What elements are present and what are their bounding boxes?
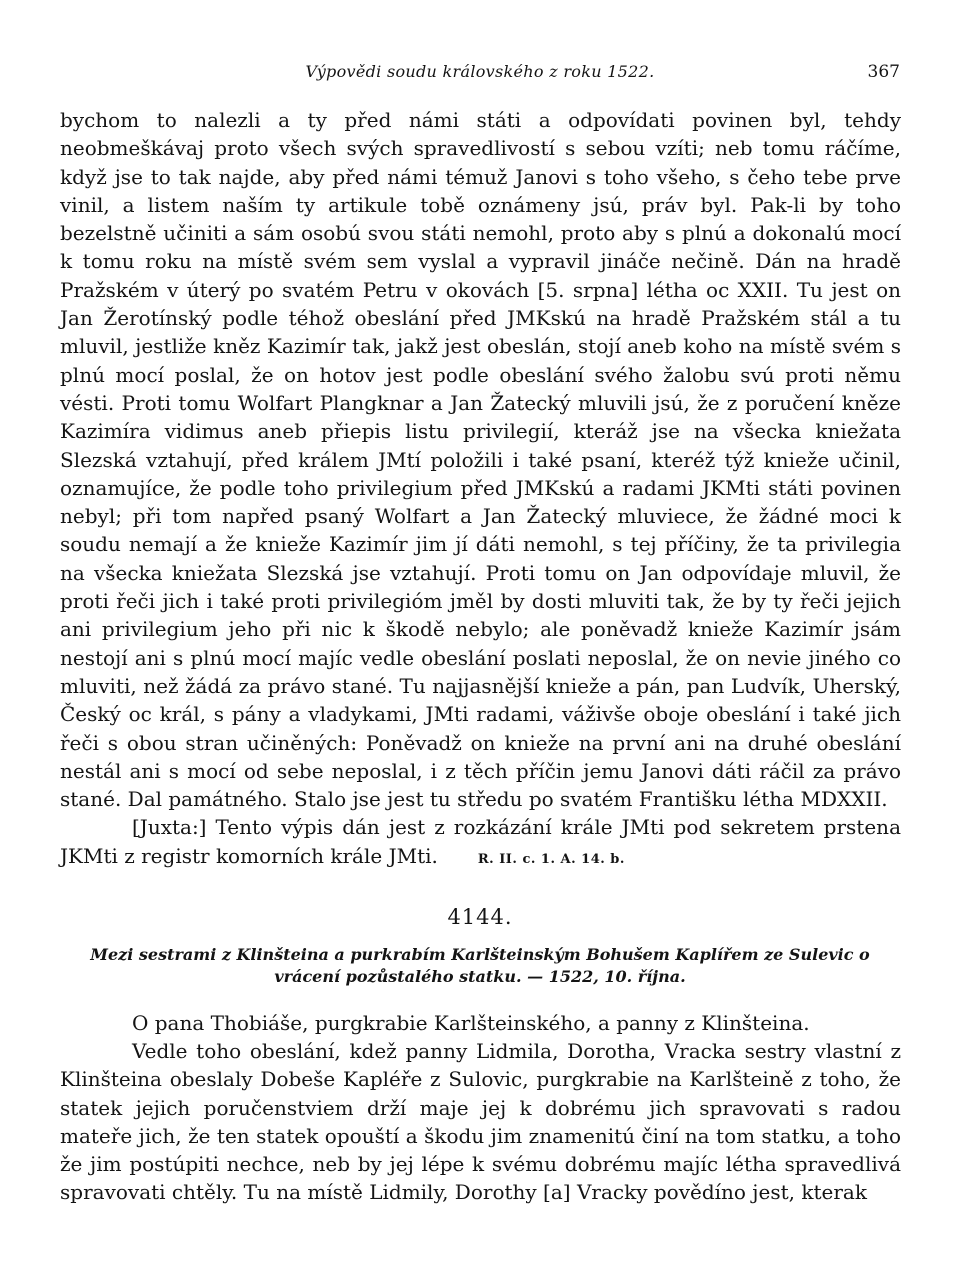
juxta-note: [Juxta:] Tento výpis dán jest z rozkázání krále JMti pod sekretem prstena JKMti z registr komorních krále JMti. [60,815,901,868]
running-head-title: Výpovědi soudu královského z roku 1522. [305,62,655,81]
text-paragraph [60,813,901,874]
text-paragraph: Vedle toho obeslání, kdež panny Lidmila, Dorotha, Vracka sestry vlastní z Klinšteina obeslaly Dobeše Kapléře z Sulovic, purgkrabie na Karlšteině z toho, že statek jejich poručenstviem drží maje jej k dobrému jich spravovati s radou mateře jich, že ten statek opouští a škodu jim znamenitú činí na tom statku, a toho že jim postúpiti nechce, neb by jej lépe k svému dobrému majíc létha spravedlivá spravovati chtěly. Tu na místě Lidmily, Dorothy [a] Vracky povědíno jest, kterak [60,1039,901,1205]
document-heading: Mezi sestrami z Klinšteina a purkrabím Karlšteinským Bohušem Kaplířem ze Sulevic o vrácení pozůstalého statku. — 1522, 10. října. [90,945,870,986]
running-head [60,62,900,86]
page-number: 367 [867,62,900,82]
document-address: O pana Thobiáše, purgkrabie Karlšteinského, a panny z Klinšteina. [132,1011,810,1035]
document-number: 4144. [447,905,513,929]
document-body [60,1009,901,1206]
text-paragraph: bychom to nalezli a ty před námi státi a odpovídati povinen byl, tehdy neobmeškávaj proto všech svých spravedlivostí s sebou vzíti; neb tomu ráčíme, když jse to tak najde, aby před námi témuž Janovi s toho všeho, s čeho tebe prve vinil, a listem naším ty artikule tobě oznámeny jsú, práv byl. Pak-li by toho bezelstně učiniti a sám osobú svou státi nemohl, proto aby s plnú a dokonalú mocí k tomu roku na místě svém sem vyslal a vypravil jináče nečině. Dán na hradě Pražském v úterý po svatém Petru v okovách [5. srpna] létha oc XXII. Tu jest on Jan Žerotínský podle téhož obeslání před JMKskú na hradě Pražském stál a tu mluvil, jestliže kněz Kazimír tak, jakž jest obeslán, stojí aneb koho na místě svém s plnú mocí poslal, že on hotov jest podle obeslání svého žalobu svú proti němu vésti. Proti tomu Wolfart Plangknar a Jan Žatecký mluvili jsú, že z poručení kněze Kazimíra vidimus aneb přiepis listu privilegií, kteráž jse na všecka kniežata Slezská vztahují, před králem JMtí položili i také psaní, kteréž týž knieže učinil, oznamujíce, že podle toho privilegium před JMKskú a radami JKMti státi povinen nebyl; při tom napřed psaný Wolfart a Jan Žatecký mluviece, že žádné moci k soudu nemají a že knieže Kazimír jim jí dáti nemohl, s tej příčiny, že ta privilegia na všecka kniežata Slezská jse vztahují. Proti tomu on Jan odpovídaje mluvil, že proti řeči jich i také proti privilegióm jměl by dosti mluviti tak, že by ty řeči jejich ani privilegium jeho při nic k škodě nebylo; ale poněvadž knieže Kazimír jsám nestojí ani s plnú mocí majíc vedle obeslání poslati neposlal, že on nevie jiného co mluviti, než žádá za právo stané. Tu najjasnější knieže a pán, pan Ludvík, Uherský, Český oc král, s pány a vladykami, JMti radami, váživše oboje obeslání i také jich řeči s obou stran učiněných: Poněvadž on knieže na první ani na druhé obeslání nestál ani s mocí od sebe neposlal, i z těch příčin jemu Janovi dáti ráčil za právo stané. Dal památného. Stalo jse jest tu středu po svatém Františku létha MDXXII. [60,108,901,812]
source-reference: R. II. c. 1. A. 14. b. [477,851,625,867]
main-text [60,106,901,874]
